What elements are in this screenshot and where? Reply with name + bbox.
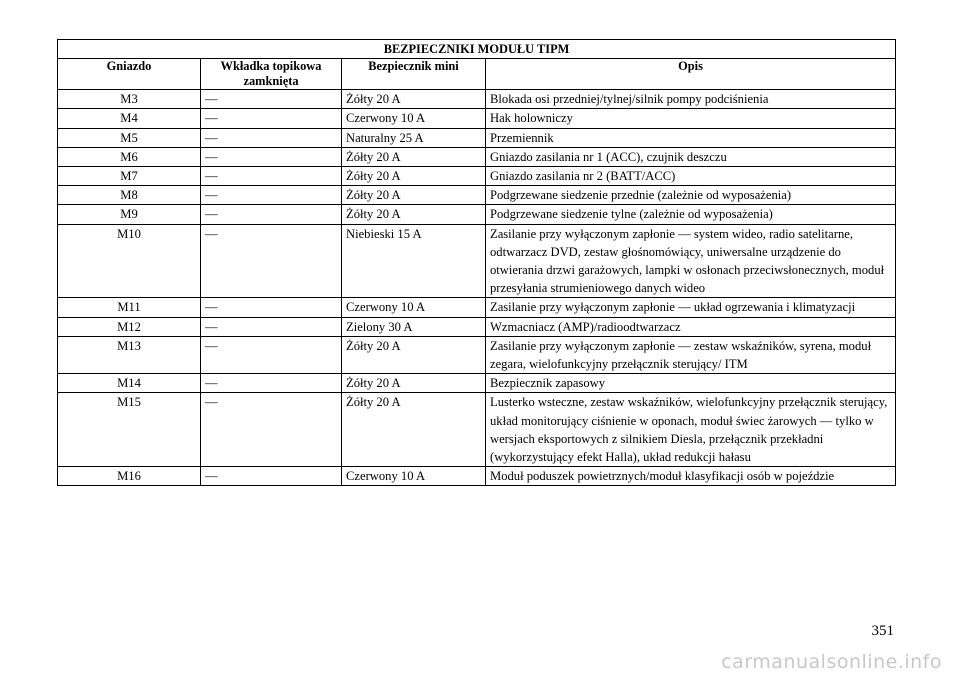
header-insert: Wkładka topikowa zamknięta <box>201 59 342 90</box>
fuse-table <box>57 39 896 486</box>
cell-socket: M6 <box>58 147 201 166</box>
header-socket: Gniazdo <box>58 59 201 90</box>
cell-socket: M8 <box>58 186 201 205</box>
cell-fuse: Żółty 20 A <box>342 374 486 393</box>
cell-fuse: Naturalny 25 A <box>342 128 486 147</box>
table-row <box>58 393 896 467</box>
cell-insert: — <box>201 186 342 205</box>
table-header-row <box>58 59 896 90</box>
cell-insert: — <box>201 467 342 486</box>
cell-insert: — <box>201 298 342 317</box>
cell-fuse: Żółty 20 A <box>342 205 486 224</box>
cell-desc: Podgrzewane siedzenie przednie (zależnie od wyposażenia) <box>486 186 896 205</box>
cell-socket: M5 <box>58 128 201 147</box>
cell-fuse: Niebieski 15 A <box>342 224 486 298</box>
cell-fuse: Żółty 20 A <box>342 336 486 373</box>
cell-socket: M12 <box>58 317 201 336</box>
cell-desc: Przemiennik <box>486 128 896 147</box>
cell-socket: M4 <box>58 109 201 128</box>
cell-fuse: Żółty 20 A <box>342 90 486 109</box>
cell-insert: — <box>201 167 342 186</box>
cell-socket: M3 <box>58 90 201 109</box>
cell-insert: — <box>201 336 342 373</box>
cell-desc: Podgrzewane siedzenie tylne (zależnie od wyposażenia) <box>486 205 896 224</box>
table-row <box>58 205 896 224</box>
cell-socket: M9 <box>58 205 201 224</box>
cell-socket: M13 <box>58 336 201 373</box>
table-row <box>58 186 896 205</box>
table-row <box>58 167 896 186</box>
cell-desc: Hak holowniczy <box>486 109 896 128</box>
cell-insert: — <box>201 147 342 166</box>
cell-desc: Lusterko wsteczne, zestaw wskaźników, wielofunkcyjny przełącznik sterujący, układ monitorujący ciśnienie w oponach, moduł świec żarowych — tylko w wersjach eksportowych z silnikiem Diesla, przełącznik przekładni (wykorzystujący efekt Halla), układ redukcji hałasu <box>486 393 896 467</box>
cell-fuse: Żółty 20 A <box>342 147 486 166</box>
cell-fuse: Czerwony 10 A <box>342 467 486 486</box>
table-row <box>58 128 896 147</box>
table-row <box>58 467 896 486</box>
cell-desc: Zasilanie przy wyłączonym zapłonie — układ ogrzewania i klimatyzacji <box>486 298 896 317</box>
header-desc: Opis <box>486 59 896 90</box>
cell-desc: Gniazdo zasilania nr 2 (BATT/ACC) <box>486 167 896 186</box>
table-row <box>58 224 896 298</box>
header-fuse: Bezpiecznik mini <box>342 59 486 90</box>
cell-insert: — <box>201 224 342 298</box>
cell-fuse: Żółty 20 A <box>342 167 486 186</box>
cell-desc: Moduł poduszek powietrznych/moduł klasyfikacji osób w pojeździe <box>486 467 896 486</box>
cell-desc: Gniazdo zasilania nr 1 (ACC), czujnik deszczu <box>486 147 896 166</box>
cell-insert: — <box>201 128 342 147</box>
cell-fuse: Żółty 20 A <box>342 393 486 467</box>
cell-fuse: Żółty 20 A <box>342 186 486 205</box>
table-row <box>58 298 896 317</box>
table-row <box>58 109 896 128</box>
table-row <box>58 374 896 393</box>
cell-socket: M16 <box>58 467 201 486</box>
table-row <box>58 147 896 166</box>
table-title: BEZPIECZNIKI MODUŁU TIPM <box>58 40 896 59</box>
cell-insert: — <box>201 393 342 467</box>
cell-fuse: Czerwony 10 A <box>342 109 486 128</box>
cell-socket: M7 <box>58 167 201 186</box>
table-row <box>58 90 896 109</box>
page-number: 351 <box>871 623 894 639</box>
cell-insert: — <box>201 90 342 109</box>
cell-insert: — <box>201 374 342 393</box>
cell-desc: Zasilanie przy wyłączonym zapłonie — zestaw wskaźników, syrena, moduł zegara, wielofunkcyjny przełącznik sterujący/ ITM <box>486 336 896 373</box>
cell-insert: — <box>201 317 342 336</box>
table-body <box>58 90 896 486</box>
cell-desc: Wzmacniacz (AMP)/radioodtwarzacz <box>486 317 896 336</box>
cell-insert: — <box>201 109 342 128</box>
cell-socket: M10 <box>58 224 201 298</box>
cell-desc: Bezpiecznik zapasowy <box>486 374 896 393</box>
cell-fuse: Czerwony 10 A <box>342 298 486 317</box>
cell-fuse: Zielony 30 A <box>342 317 486 336</box>
cell-insert: — <box>201 205 342 224</box>
table-row <box>58 317 896 336</box>
cell-desc: Blokada osi przedniej/tylnej/silnik pompy podciśnienia <box>486 90 896 109</box>
cell-desc: Zasilanie przy wyłączonym zapłonie — system wideo, radio satelitarne, odtwarzacz DVD, zestaw głośnomówiący, uniwersalne urządzenie do otwierania drzwi garażowych, lampki w osłonach przeciwsłonecznych, moduł przesyłania strumieniowego danych wideo <box>486 224 896 298</box>
table-row <box>58 336 896 373</box>
table-title-row <box>58 40 896 59</box>
cell-socket: M15 <box>58 393 201 467</box>
watermark: carmanualsonline.info <box>721 651 942 673</box>
cell-socket: M14 <box>58 374 201 393</box>
cell-socket: M11 <box>58 298 201 317</box>
